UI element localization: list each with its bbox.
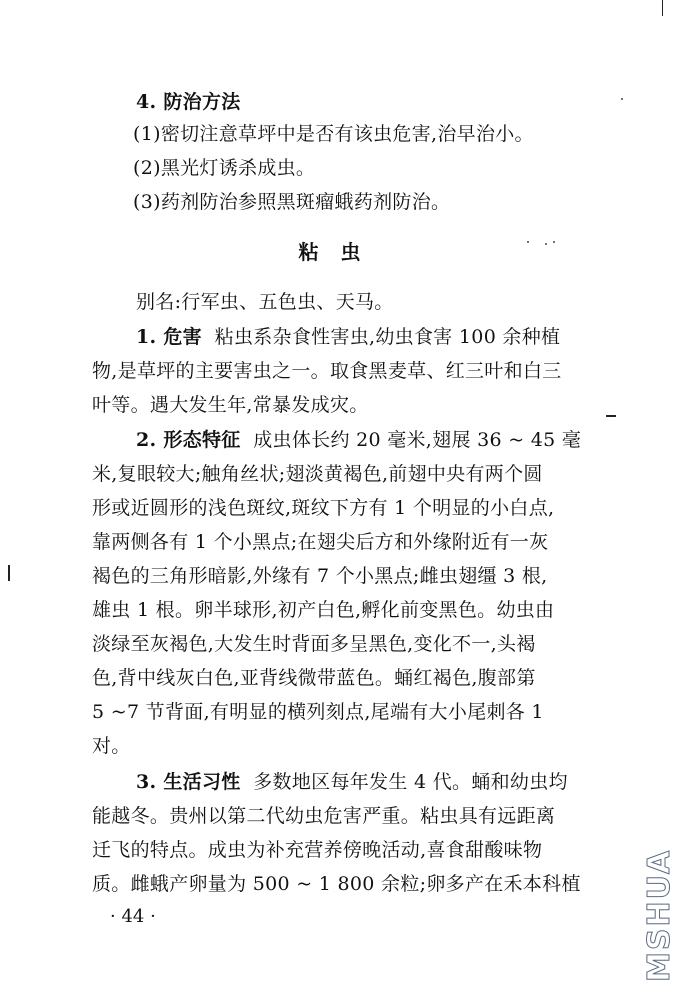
- habits-text: 多数地区每年发生 4 代。蛹和幼虫均: [253, 771, 568, 793]
- habits-line: 质。雌蛾产卵量为 500 ~ 1 800 余粒;卵多产在禾本科植: [92, 873, 581, 895]
- harm-paragraph-line: [136, 325, 560, 349]
- harm-line: 物,是草坪的主要害虫之一。取食黑麦草、红三叶和白三: [92, 360, 562, 382]
- morphology-line: 5 ~7 节背面,有明显的横列刻点,尾端有大小尾刺各 1: [92, 701, 544, 723]
- alias-line: 别名:行军虫、五色虫、天马。: [136, 291, 394, 313]
- harm-heading: 1. 危害: [136, 326, 202, 348]
- harm-text: 粘虫系杂食性害虫,幼虫食害 100 余种植: [214, 326, 561, 348]
- habits-paragraph-line: [136, 770, 568, 794]
- prevention-item: (3)药剂防治参照黑斑瘤蛾药剂防治。: [133, 191, 451, 213]
- morphology-heading: 2. 形态特征: [136, 429, 241, 451]
- section-title: 粘虫: [298, 240, 383, 264]
- scan-dash-mark: [606, 415, 616, 417]
- page-number: · 44 ·: [110, 906, 156, 927]
- habits-line: 迁飞的特点。成虫为补充营养傍晚活动,喜食甜酸味物: [92, 839, 543, 861]
- scan-edge-mark: [8, 565, 10, 581]
- morphology-line: 色,背中线灰白色,亚背线微带蓝色。蛹红褐色,腹部第: [92, 667, 536, 689]
- habits-line: 能越冬。贵州以第二代幼虫危害严重。粘虫具有远距离: [92, 805, 556, 827]
- prevention-heading: 4. 防治方法: [136, 91, 241, 113]
- habits-heading: 3. 生活习性: [136, 771, 241, 793]
- morphology-paragraph-line: [136, 428, 581, 452]
- morphology-text: 成虫体长约 20 毫米,翅展 36 ~ 45 毫: [253, 429, 582, 451]
- morphology-line: 淡绿至灰褐色,大发生时背面多呈黑色,变化不一,头褐: [92, 633, 536, 655]
- watermark-logo: MSHUA: [642, 848, 677, 982]
- prevention-item: (2)黑光灯诱杀成虫。: [133, 157, 316, 179]
- prevention-item: (1)密切注意草坪中是否有该虫危害,治早治小。: [133, 123, 534, 145]
- harm-line: 叶等。遇大发生年,常暴发成灾。: [92, 394, 369, 416]
- morphology-line: 对。: [92, 735, 131, 757]
- scan-speck: [621, 98, 623, 100]
- morphology-line: 褐色的三角形暗影,外缘有 7 个小黑点;雌虫翅缰 3 根,: [92, 565, 548, 587]
- morphology-line: 雄虫 1 根。卵半球形,初产白色,孵化前变黑色。幼虫由: [92, 599, 555, 621]
- scan-corner-mark: [662, 0, 663, 16]
- morphology-line: 靠两侧各有 1 个小黑点;在翅尖后方和外缘附近有一灰: [92, 531, 549, 553]
- morphology-line: 米,复眼较大;触角丝状;翅淡黄褐色,前翅中央有两个圆: [92, 463, 543, 485]
- morphology-line: 形或近圆形的浅色斑纹,斑纹下方有 1 个明显的小白点,: [92, 497, 555, 519]
